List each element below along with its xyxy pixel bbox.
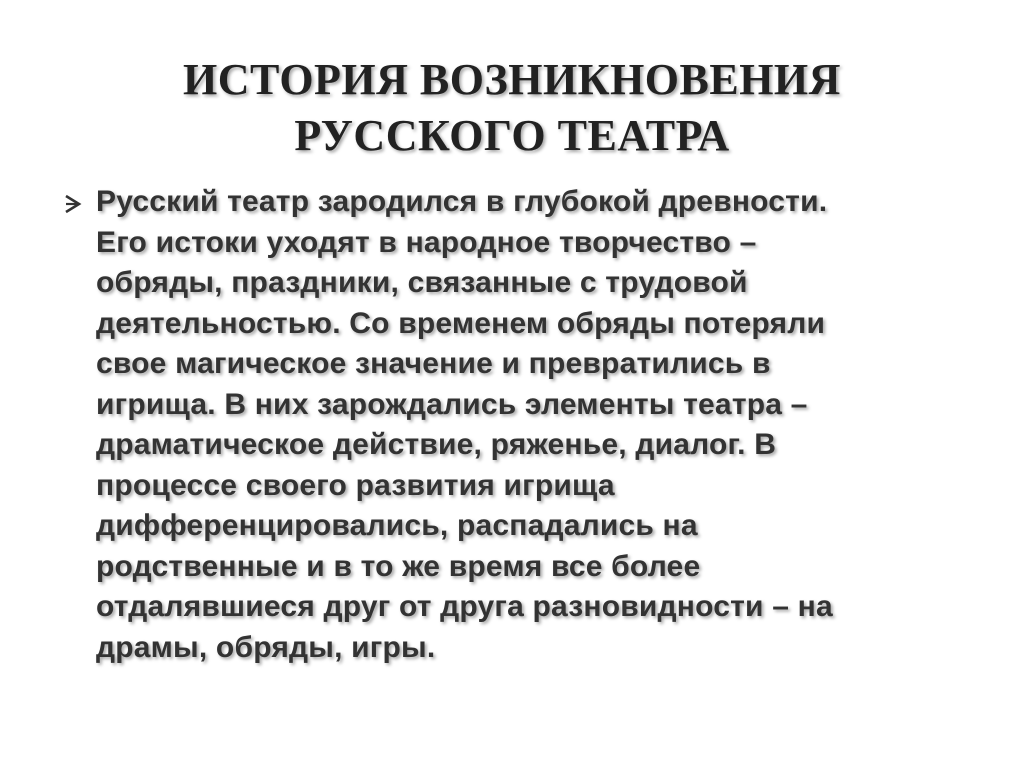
bullet-item [62,182,962,668]
text-line: свое магическое значение и превратились в [96,347,771,380]
title-line-1: ИСТОРИЯ ВОЗНИКНОВЕНИЯ [183,55,841,104]
title-line-2: РУССКОГО ТЕАТРА [294,111,730,160]
text-line: обряды, праздники, связанные с трудовой [96,266,748,299]
text-line: Его истоки уходят в народное творчество – [96,225,757,259]
text-line: драмы, обряды, игры. [96,630,436,664]
text-line: процессе своего развития игрища [96,468,615,502]
text-line: игрища. В них зарождались элементы театра – [96,387,808,421]
text-line: родственные и в то же время все более [96,549,701,583]
slide-body [62,182,962,668]
bullet-text [96,182,962,668]
text-line: отдалявшиеся друг от друга разновидности – на [96,590,833,623]
arrow-bullet-icon [62,192,86,216]
slide-title [140,52,884,164]
text-line: деятельностью. Со временем обряды потеряли [96,306,826,340]
text-line: Русский театр зародился в глубокой древности. [96,185,828,218]
text-line: дифференцировались, распадались на [96,509,698,542]
text-line: драматическое действие, ряженье, диалог. В [96,428,777,461]
